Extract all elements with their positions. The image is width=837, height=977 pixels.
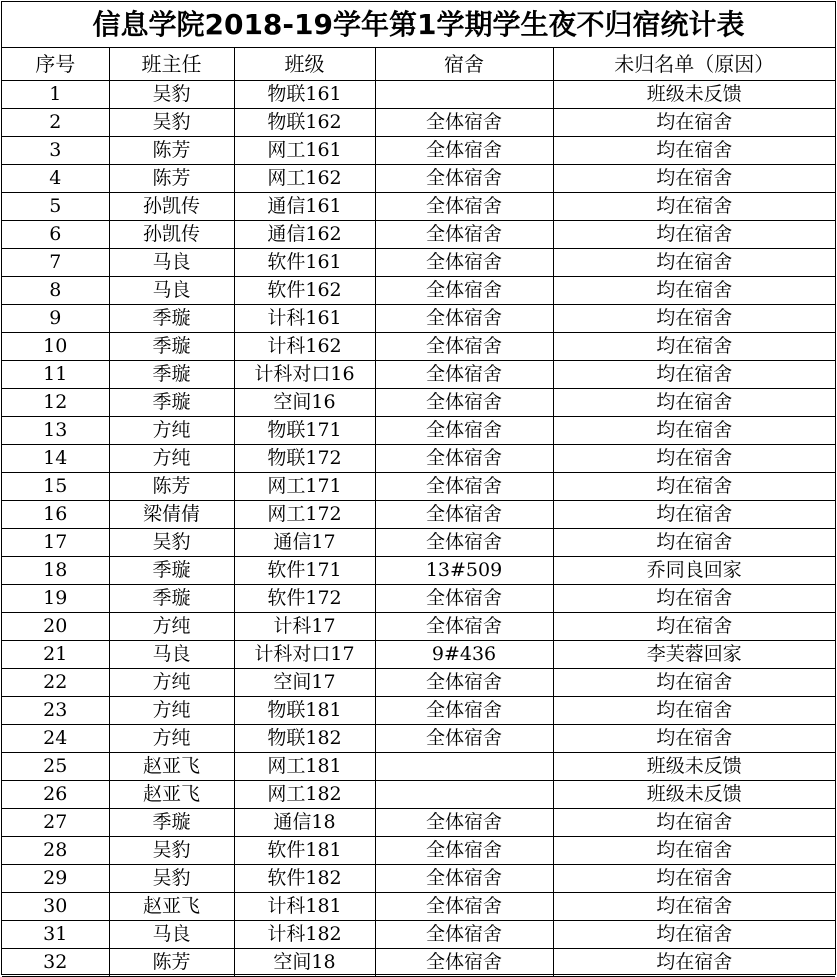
- cell-head-teacher: 季璇: [109, 361, 234, 389]
- cell-head-teacher: 赵亚飞: [109, 893, 234, 921]
- cell-class: 网工162: [234, 165, 375, 193]
- cell-head-teacher: 孙凯传: [109, 221, 234, 249]
- cell-dorm: 全体宿舍: [375, 389, 553, 417]
- table-row: [2, 837, 835, 865]
- table-row: [2, 725, 835, 753]
- cell-head-teacher: 陈芳: [109, 165, 234, 193]
- cell-absent-list: 均在宿舍: [553, 837, 835, 865]
- cell-head-teacher: 陈芳: [109, 949, 234, 977]
- table-row: [2, 249, 835, 277]
- table-row: [2, 697, 835, 725]
- cell-head-teacher: 季璇: [109, 305, 234, 333]
- cell-absent-list: 均在宿舍: [553, 501, 835, 529]
- cell-absent-list: 均在宿舍: [553, 725, 835, 753]
- cell-absent-list: 班级未反馈: [553, 753, 835, 781]
- table-row: [2, 277, 835, 305]
- cell-index: 26: [2, 781, 109, 809]
- cell-head-teacher: 方纯: [109, 613, 234, 641]
- cell-dorm: [375, 81, 553, 109]
- cell-index: 29: [2, 865, 109, 893]
- cell-absent-list: 均在宿舍: [553, 529, 835, 557]
- header-head-teacher: 班主任: [109, 48, 234, 81]
- cell-class: 物联172: [234, 445, 375, 473]
- table-row: [2, 921, 835, 949]
- cell-class: 网工171: [234, 473, 375, 501]
- cell-absent-list: 均在宿舍: [553, 949, 835, 977]
- cell-dorm: 全体宿舍: [375, 949, 553, 977]
- cell-index: 28: [2, 837, 109, 865]
- cell-absent-list: 均在宿舍: [553, 585, 835, 613]
- cell-absent-list: 班级未反馈: [553, 81, 835, 109]
- cell-class: 网工161: [234, 137, 375, 165]
- cell-index: 7: [2, 249, 109, 277]
- cell-index: 31: [2, 921, 109, 949]
- cell-absent-list: 均在宿舍: [553, 305, 835, 333]
- cell-class: 计科161: [234, 305, 375, 333]
- cell-class: 物联182: [234, 725, 375, 753]
- cell-head-teacher: 吴豹: [109, 529, 234, 557]
- cell-dorm: 全体宿舍: [375, 361, 553, 389]
- table-row: [2, 781, 835, 809]
- cell-absent-list: 均在宿舍: [553, 669, 835, 697]
- cell-index: 14: [2, 445, 109, 473]
- cell-class: 计科对口17: [234, 641, 375, 669]
- cell-dorm: 全体宿舍: [375, 809, 553, 837]
- cell-head-teacher: 赵亚飞: [109, 781, 234, 809]
- cell-dorm: 全体宿舍: [375, 613, 553, 641]
- table-row: [2, 893, 835, 921]
- cell-index: 4: [2, 165, 109, 193]
- header-index: 序号: [2, 48, 109, 81]
- cell-index: 16: [2, 501, 109, 529]
- cell-absent-list: 均在宿舍: [553, 389, 835, 417]
- cell-index: 25: [2, 753, 109, 781]
- cell-index: 13: [2, 417, 109, 445]
- cell-head-teacher: 马良: [109, 921, 234, 949]
- cell-class: 通信161: [234, 193, 375, 221]
- sheet-title: 信息学院2018-19学年第1学期学生夜不归宿统计表: [2, 2, 835, 48]
- cell-head-teacher: 季璇: [109, 585, 234, 613]
- cell-index: 9: [2, 305, 109, 333]
- cell-index: 6: [2, 221, 109, 249]
- cell-dorm: [375, 781, 553, 809]
- cell-head-teacher: 吴豹: [109, 865, 234, 893]
- cell-dorm: 全体宿舍: [375, 333, 553, 361]
- spreadsheet: [1, 1, 836, 975]
- cell-class: 物联162: [234, 109, 375, 137]
- table-row: [2, 109, 835, 137]
- cell-class: 网工181: [234, 753, 375, 781]
- cell-dorm: 全体宿舍: [375, 305, 553, 333]
- table-row: [2, 613, 835, 641]
- cell-class: 网工182: [234, 781, 375, 809]
- cell-absent-list: 均在宿舍: [553, 333, 835, 361]
- cell-absent-list: 均在宿舍: [553, 921, 835, 949]
- cell-class: 计科182: [234, 921, 375, 949]
- table-row: [2, 193, 835, 221]
- cell-class: 计科181: [234, 893, 375, 921]
- cell-head-teacher: 吴豹: [109, 81, 234, 109]
- cell-index: 21: [2, 641, 109, 669]
- cell-dorm: 全体宿舍: [375, 501, 553, 529]
- cell-head-teacher: 方纯: [109, 697, 234, 725]
- cell-dorm: 全体宿舍: [375, 109, 553, 137]
- cell-class: 通信17: [234, 529, 375, 557]
- cell-absent-list: 均在宿舍: [553, 893, 835, 921]
- cell-index: 32: [2, 949, 109, 977]
- cell-absent-list: 乔同良回家: [553, 557, 835, 585]
- cell-class: 软件162: [234, 277, 375, 305]
- cell-class: 通信18: [234, 809, 375, 837]
- cell-absent-list: 均在宿舍: [553, 809, 835, 837]
- cell-dorm: 全体宿舍: [375, 725, 553, 753]
- cell-head-teacher: 方纯: [109, 445, 234, 473]
- table-row: [2, 417, 835, 445]
- cell-index: 19: [2, 585, 109, 613]
- cell-absent-list: 均在宿舍: [553, 165, 835, 193]
- cell-class: 网工172: [234, 501, 375, 529]
- cell-absent-list: 均在宿舍: [553, 865, 835, 893]
- cell-dorm: 全体宿舍: [375, 669, 553, 697]
- table-row: [2, 753, 835, 781]
- cell-class: 软件182: [234, 865, 375, 893]
- cell-class: 物联181: [234, 697, 375, 725]
- cell-class: 软件172: [234, 585, 375, 613]
- table-row: [2, 641, 835, 669]
- cell-dorm: 全体宿舍: [375, 249, 553, 277]
- cell-index: 2: [2, 109, 109, 137]
- cell-index: 3: [2, 137, 109, 165]
- cell-index: 11: [2, 361, 109, 389]
- table-row: [2, 669, 835, 697]
- cell-absent-list: 均在宿舍: [553, 249, 835, 277]
- cell-absent-list: 均在宿舍: [553, 613, 835, 641]
- cell-class: 计科对口16: [234, 361, 375, 389]
- cell-class: 计科162: [234, 333, 375, 361]
- cell-class: 物联171: [234, 417, 375, 445]
- cell-head-teacher: 吴豹: [109, 837, 234, 865]
- cell-class: 软件181: [234, 837, 375, 865]
- cell-dorm: 全体宿舍: [375, 445, 553, 473]
- cell-dorm: 全体宿舍: [375, 473, 553, 501]
- cell-index: 27: [2, 809, 109, 837]
- cell-head-teacher: 梁倩倩: [109, 501, 234, 529]
- cell-index: 10: [2, 333, 109, 361]
- cell-absent-list: 班级未反馈: [553, 781, 835, 809]
- cell-dorm: 全体宿舍: [375, 193, 553, 221]
- cell-head-teacher: 陈芳: [109, 473, 234, 501]
- header-class: 班级: [234, 48, 375, 81]
- cell-index: 5: [2, 193, 109, 221]
- cell-class: 计科17: [234, 613, 375, 641]
- cell-dorm: 全体宿舍: [375, 165, 553, 193]
- cell-class: 空间17: [234, 669, 375, 697]
- table-row: [2, 137, 835, 165]
- table-row: [2, 529, 835, 557]
- cell-absent-list: 均在宿舍: [553, 193, 835, 221]
- table-row: [2, 165, 835, 193]
- cell-index: 18: [2, 557, 109, 585]
- cell-head-teacher: 季璇: [109, 557, 234, 585]
- table-row: [2, 333, 835, 361]
- cell-dorm: 全体宿舍: [375, 221, 553, 249]
- cell-dorm: 全体宿舍: [375, 921, 553, 949]
- cell-index: 12: [2, 389, 109, 417]
- cell-dorm: 全体宿舍: [375, 893, 553, 921]
- table-row: [2, 557, 835, 585]
- cell-absent-list: 均在宿舍: [553, 445, 835, 473]
- table-row: [2, 361, 835, 389]
- cell-class: 软件171: [234, 557, 375, 585]
- cell-index: 23: [2, 697, 109, 725]
- cell-absent-list: 均在宿舍: [553, 137, 835, 165]
- cell-class: 软件161: [234, 249, 375, 277]
- cell-class: 空间16: [234, 389, 375, 417]
- cell-dorm: 全体宿舍: [375, 837, 553, 865]
- cell-absent-list: 均在宿舍: [553, 221, 835, 249]
- cell-head-teacher: 季璇: [109, 333, 234, 361]
- table-row: [2, 501, 835, 529]
- header-absent-list: 未归名单（原因）: [553, 48, 835, 81]
- cell-dorm: 全体宿舍: [375, 865, 553, 893]
- cell-index: 22: [2, 669, 109, 697]
- cell-head-teacher: 赵亚飞: [109, 753, 234, 781]
- table-body: [2, 81, 835, 977]
- cell-absent-list: 均在宿舍: [553, 473, 835, 501]
- cell-class: 物联161: [234, 81, 375, 109]
- table-row: [2, 809, 835, 837]
- cell-head-teacher: 孙凯传: [109, 193, 234, 221]
- table-row: [2, 473, 835, 501]
- table-row: [2, 949, 835, 977]
- cell-absent-list: 均在宿舍: [553, 109, 835, 137]
- cell-head-teacher: 吴豹: [109, 109, 234, 137]
- cell-head-teacher: 方纯: [109, 725, 234, 753]
- table-row: [2, 865, 835, 893]
- cell-dorm: 全体宿舍: [375, 137, 553, 165]
- cell-dorm: 全体宿舍: [375, 585, 553, 613]
- table-row: [2, 445, 835, 473]
- cell-head-teacher: 陈芳: [109, 137, 234, 165]
- cell-dorm: 全体宿舍: [375, 529, 553, 557]
- cell-index: 15: [2, 473, 109, 501]
- dorm-table: [2, 48, 835, 977]
- cell-absent-list: 均在宿舍: [553, 277, 835, 305]
- cell-dorm: [375, 753, 553, 781]
- table-row: [2, 389, 835, 417]
- cell-index: 20: [2, 613, 109, 641]
- cell-absent-list: 均在宿舍: [553, 417, 835, 445]
- table-row: [2, 585, 835, 613]
- cell-dorm: 13#509: [375, 557, 553, 585]
- cell-index: 1: [2, 81, 109, 109]
- cell-head-teacher: 季璇: [109, 389, 234, 417]
- cell-head-teacher: 方纯: [109, 417, 234, 445]
- cell-head-teacher: 马良: [109, 641, 234, 669]
- cell-absent-list: 均在宿舍: [553, 361, 835, 389]
- header-row: [2, 48, 835, 81]
- cell-head-teacher: 季璇: [109, 809, 234, 837]
- header-dorm: 宿舍: [375, 48, 553, 81]
- cell-absent-list: 李芙蓉回家: [553, 641, 835, 669]
- cell-dorm: 全体宿舍: [375, 417, 553, 445]
- table-row: [2, 221, 835, 249]
- cell-class: 空间18: [234, 949, 375, 977]
- cell-dorm: 9#436: [375, 641, 553, 669]
- cell-dorm: 全体宿舍: [375, 697, 553, 725]
- cell-index: 8: [2, 277, 109, 305]
- table-row: [2, 81, 835, 109]
- cell-absent-list: 均在宿舍: [553, 697, 835, 725]
- table-row: [2, 305, 835, 333]
- cell-head-teacher: 马良: [109, 249, 234, 277]
- cell-head-teacher: 方纯: [109, 669, 234, 697]
- cell-index: 24: [2, 725, 109, 753]
- cell-dorm: 全体宿舍: [375, 277, 553, 305]
- cell-class: 通信162: [234, 221, 375, 249]
- cell-head-teacher: 马良: [109, 277, 234, 305]
- cell-index: 30: [2, 893, 109, 921]
- cell-index: 17: [2, 529, 109, 557]
